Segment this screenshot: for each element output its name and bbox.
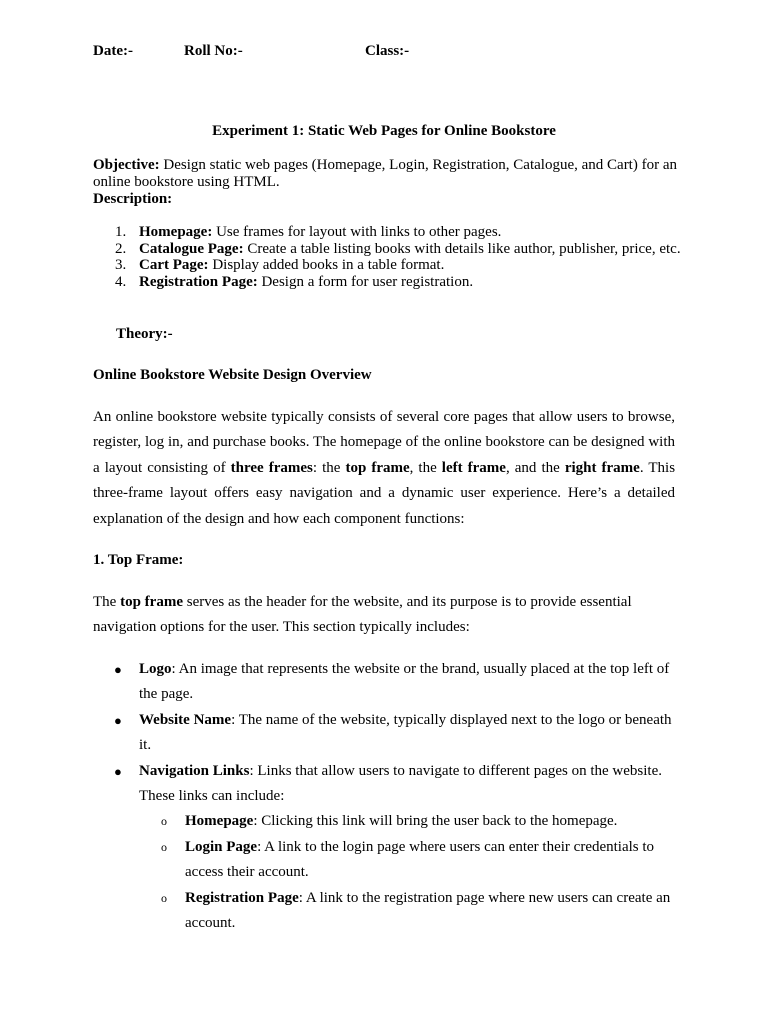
bold-run: three frames (230, 459, 313, 476)
overview-paragraph (93, 405, 675, 532)
list-item (93, 274, 683, 291)
objective-paragraph (93, 157, 683, 191)
list-number: 3. (115, 257, 127, 274)
list-number: 4. (115, 273, 127, 290)
list-item-label: Website Name (139, 711, 232, 728)
objective-text: Design static web pages (Homepage, Login, Registration, Catalogue, and Cart) for an online bookstore using HTML. (93, 157, 677, 190)
bullet-icon: ● (114, 763, 122, 779)
circle-bullet-icon: o (161, 890, 167, 905)
list-item (93, 224, 683, 241)
list-item-text: : The name of the website, typically displayed next to the logo or beneath it. (139, 711, 672, 754)
theory-heading: Theory:- (116, 326, 173, 342)
list-item-text: Create a table listing books with details like author, publisher, price, etc. (243, 240, 681, 257)
list-item-text: Design a form for user registration. (257, 273, 474, 290)
top-frame-bullet-list (93, 657, 683, 936)
list-item-label: Homepage (185, 813, 254, 830)
roll-no-label: Roll No:- (184, 43, 243, 59)
list-item-label: Catalogue Page: (139, 240, 244, 257)
overview-heading: Online Bookstore Website Design Overview (93, 367, 372, 383)
list-item (93, 708, 683, 759)
list-item-text: Display added books in a table format. (208, 257, 445, 274)
bold-run: top frame (120, 594, 183, 610)
list-item-text: : Links that allow users to navigate to different pages on the website. These links can include: (139, 762, 662, 805)
list-item-label: Homepage: (139, 224, 213, 240)
description-heading: Description: (93, 191, 173, 207)
bold-run: right frame (564, 459, 640, 476)
bullet-icon: ● (114, 712, 122, 728)
list-item-label: Registration Page (185, 889, 299, 906)
list-item-label: Cart Page: (139, 257, 209, 274)
text-run: An online bookstore website typically consists of several core pages that allow users to browse, register, log in, and purchase books. The homepage of the online bookstore can be designed with a layout consisting of (93, 409, 675, 476)
list-item (93, 759, 683, 937)
top-frame-heading: 1. Top Frame: (93, 552, 184, 568)
list-number: 2. (115, 240, 127, 257)
date-label: Date:- (93, 43, 133, 59)
description-list (93, 224, 683, 290)
circle-bullet-icon: o (161, 814, 167, 829)
sub-list-item (139, 809, 683, 834)
bold-run: top frame (345, 459, 410, 476)
text-run: serves as the header for the website, and its purpose is to provide essential navigation options for the user. This section typically includes: (93, 594, 632, 636)
top-frame-paragraph (93, 590, 675, 641)
list-item-label: Logo (139, 661, 172, 677)
sub-list-item (139, 886, 683, 937)
text-run: , and the (505, 459, 565, 476)
list-number: 1. (115, 224, 127, 240)
list-item-text: : An image that represents the website or the brand, usually placed at the top left of the page. (139, 661, 670, 703)
text-run: : the (312, 459, 346, 476)
bullet-icon: ● (114, 662, 122, 677)
list-item-text: : A link to the registration page where new users can create an account. (185, 889, 671, 932)
list-item (93, 657, 683, 708)
text-run: The (93, 594, 121, 610)
list-item (93, 241, 683, 258)
page-title: Experiment 1: Static Web Pages for Online Bookstore (212, 123, 556, 139)
list-item (93, 257, 683, 274)
sub-list-item (139, 835, 683, 886)
bold-run: left frame (441, 459, 506, 476)
list-item-text: : Clicking this link will bring the user back to the homepage. (253, 813, 618, 830)
list-item-label: Login Page (185, 838, 258, 855)
text-run: , the (409, 459, 442, 476)
objective-label: Objective: (93, 157, 160, 173)
list-item-text: : A link to the login page where users can enter their credentials to access their account. (185, 838, 655, 881)
text-run: . This three-frame layout offers easy navigation and a dynamic user experience. Here’s a detailed explanation of the design and how each component functions: (93, 459, 676, 527)
navigation-links-sublist (139, 809, 683, 936)
list-item-text: Use frames for layout with links to other pages. (212, 224, 502, 240)
list-item-label: Navigation Links (139, 762, 250, 779)
class-label: Class:- (365, 43, 410, 59)
circle-bullet-icon: o (161, 839, 167, 854)
list-item-label: Registration Page: (139, 273, 258, 290)
